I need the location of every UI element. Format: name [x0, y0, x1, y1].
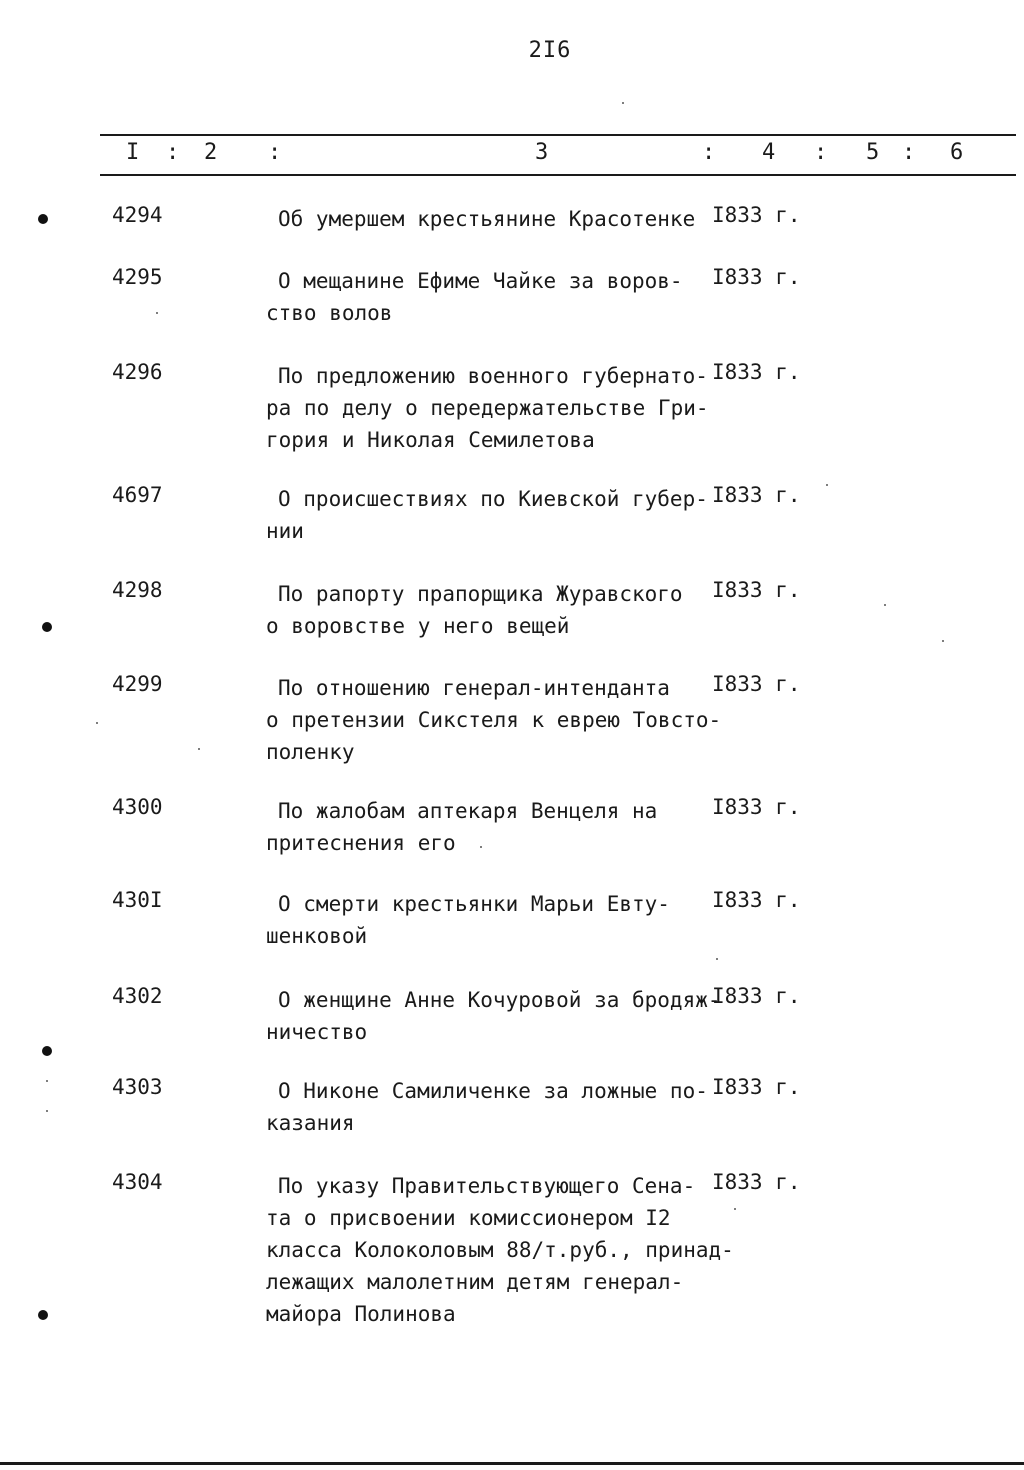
entry-number: 4295 — [112, 265, 163, 289]
page-bottom-rule — [0, 1462, 1024, 1465]
entry-description-line: ра по делу о передержательстве Гри- — [266, 396, 709, 420]
entry-number: 4300 — [112, 795, 163, 819]
scan-speck — [622, 102, 624, 104]
scan-speck — [716, 958, 718, 960]
table-header-rule — [100, 174, 1016, 176]
entry-description-line: О Никоне Самиличенке за ложные по- — [278, 1079, 708, 1103]
entry-number: 4294 — [112, 203, 163, 227]
entry-year: I833 г. — [712, 360, 801, 384]
entry-year: I833 г. — [712, 1170, 801, 1194]
entry-description-line: гория и Николая Семилетова — [266, 428, 595, 452]
column-header-5: 5 — [866, 140, 880, 165]
column-header-4: 4 — [762, 140, 776, 165]
entry-number: 4302 — [112, 984, 163, 1008]
entry-year: I833 г. — [712, 888, 801, 912]
entry-description — [266, 265, 726, 329]
entry-description — [266, 795, 726, 859]
entry-number: 4299 — [112, 672, 163, 696]
entry-description-line: майора Полинова — [266, 1302, 456, 1326]
entry-description-line: О женщине Анне Кочуровой за бродяж- — [278, 988, 721, 1012]
scan-speck — [198, 748, 200, 750]
entry-number: 4296 — [112, 360, 163, 384]
entry-description — [266, 1075, 726, 1139]
entry-year: I833 г. — [712, 672, 801, 696]
entry-description-line: О происшествиях по Киевской губер- — [278, 487, 708, 511]
entry-description-line: По отношению генерал-интенданта — [278, 676, 670, 700]
entry-number: 4697 — [112, 483, 163, 507]
entry-description — [266, 483, 726, 547]
entry-description — [266, 203, 726, 235]
entry-number: 4304 — [112, 1170, 163, 1194]
scan-speck — [826, 484, 828, 486]
scan-speck — [96, 722, 98, 724]
scan-speck — [156, 312, 158, 314]
entry-description-line: По предложению военного губернато- — [278, 364, 708, 388]
entry-description-line: Об умершем крестьянине Красотенке — [278, 207, 696, 231]
entry-number: 430I — [112, 888, 163, 912]
entry-description-line: По рапорту прапорщика Журавского — [278, 582, 683, 606]
entry-number: 4303 — [112, 1075, 163, 1099]
binding-hole-mark — [38, 1310, 48, 1320]
page-number: 2I6 — [528, 38, 572, 63]
entry-description — [266, 1170, 734, 1330]
entry-description-line: По указу Правительствующего Сена- — [278, 1174, 696, 1198]
entry-description-line: нии — [266, 519, 304, 543]
entry-description-line: шенковой — [266, 924, 368, 948]
scan-speck — [734, 1208, 736, 1210]
column-header-2: 2 — [204, 140, 218, 165]
scan-speck — [46, 1110, 48, 1112]
entry-description — [266, 360, 726, 456]
scan-speck — [480, 846, 482, 848]
entry-description-line: По жалобам аптекаря Венцеля на — [278, 799, 658, 823]
entry-description-line: лежащих малолетним детям генерал- — [266, 1270, 684, 1294]
column-header-6: 6 — [950, 140, 964, 165]
entry-description-line: О мещанине Ефиме Чайке за воров- — [278, 269, 683, 293]
entry-number: 4298 — [112, 578, 163, 602]
entry-description-line: о воровстве у него вещей — [266, 614, 570, 638]
entry-description-line: ничество — [266, 1020, 368, 1044]
entry-year: I833 г. — [712, 795, 801, 819]
scan-speck — [884, 604, 886, 606]
entry-year: I833 г. — [712, 578, 801, 602]
scan-speck — [942, 640, 944, 642]
binding-hole-mark — [42, 1046, 52, 1056]
entry-description — [266, 888, 726, 952]
column-separator: : — [166, 140, 180, 165]
entry-year: I833 г. — [712, 984, 801, 1008]
entry-description-line: притеснения его — [266, 831, 456, 855]
entry-description — [266, 984, 726, 1048]
column-separator: : — [902, 140, 916, 165]
binding-hole-mark — [42, 622, 52, 632]
entry-description-line: поленку — [266, 740, 355, 764]
entry-year: I833 г. — [712, 483, 801, 507]
entry-year: I833 г. — [712, 203, 801, 227]
entry-year: I833 г. — [712, 1075, 801, 1099]
entry-description-line: казания — [266, 1111, 355, 1135]
binding-hole-mark — [38, 214, 48, 224]
scan-speck — [46, 1080, 48, 1082]
entry-description — [266, 672, 726, 768]
column-separator: : — [814, 140, 828, 165]
column-separator: : — [268, 140, 282, 165]
entry-description-line: О смерти крестьянки Марьи Евту- — [278, 892, 670, 916]
entry-description-line: класса Колоколовым 88/т.руб., принад- — [266, 1238, 734, 1262]
column-header-3: 3 — [535, 140, 549, 165]
entry-description — [266, 578, 726, 642]
entry-year: I833 г. — [712, 265, 801, 289]
entry-description-line: та о присвоении комиссионером I2 — [266, 1206, 671, 1230]
column-header-1: I — [126, 140, 140, 165]
entry-description-line: ство волов — [266, 301, 393, 325]
column-separator: : — [702, 140, 716, 165]
table-top-rule — [100, 134, 1016, 136]
entry-description-line: о претензии Сикстеля к еврею Товсто- — [266, 708, 722, 732]
